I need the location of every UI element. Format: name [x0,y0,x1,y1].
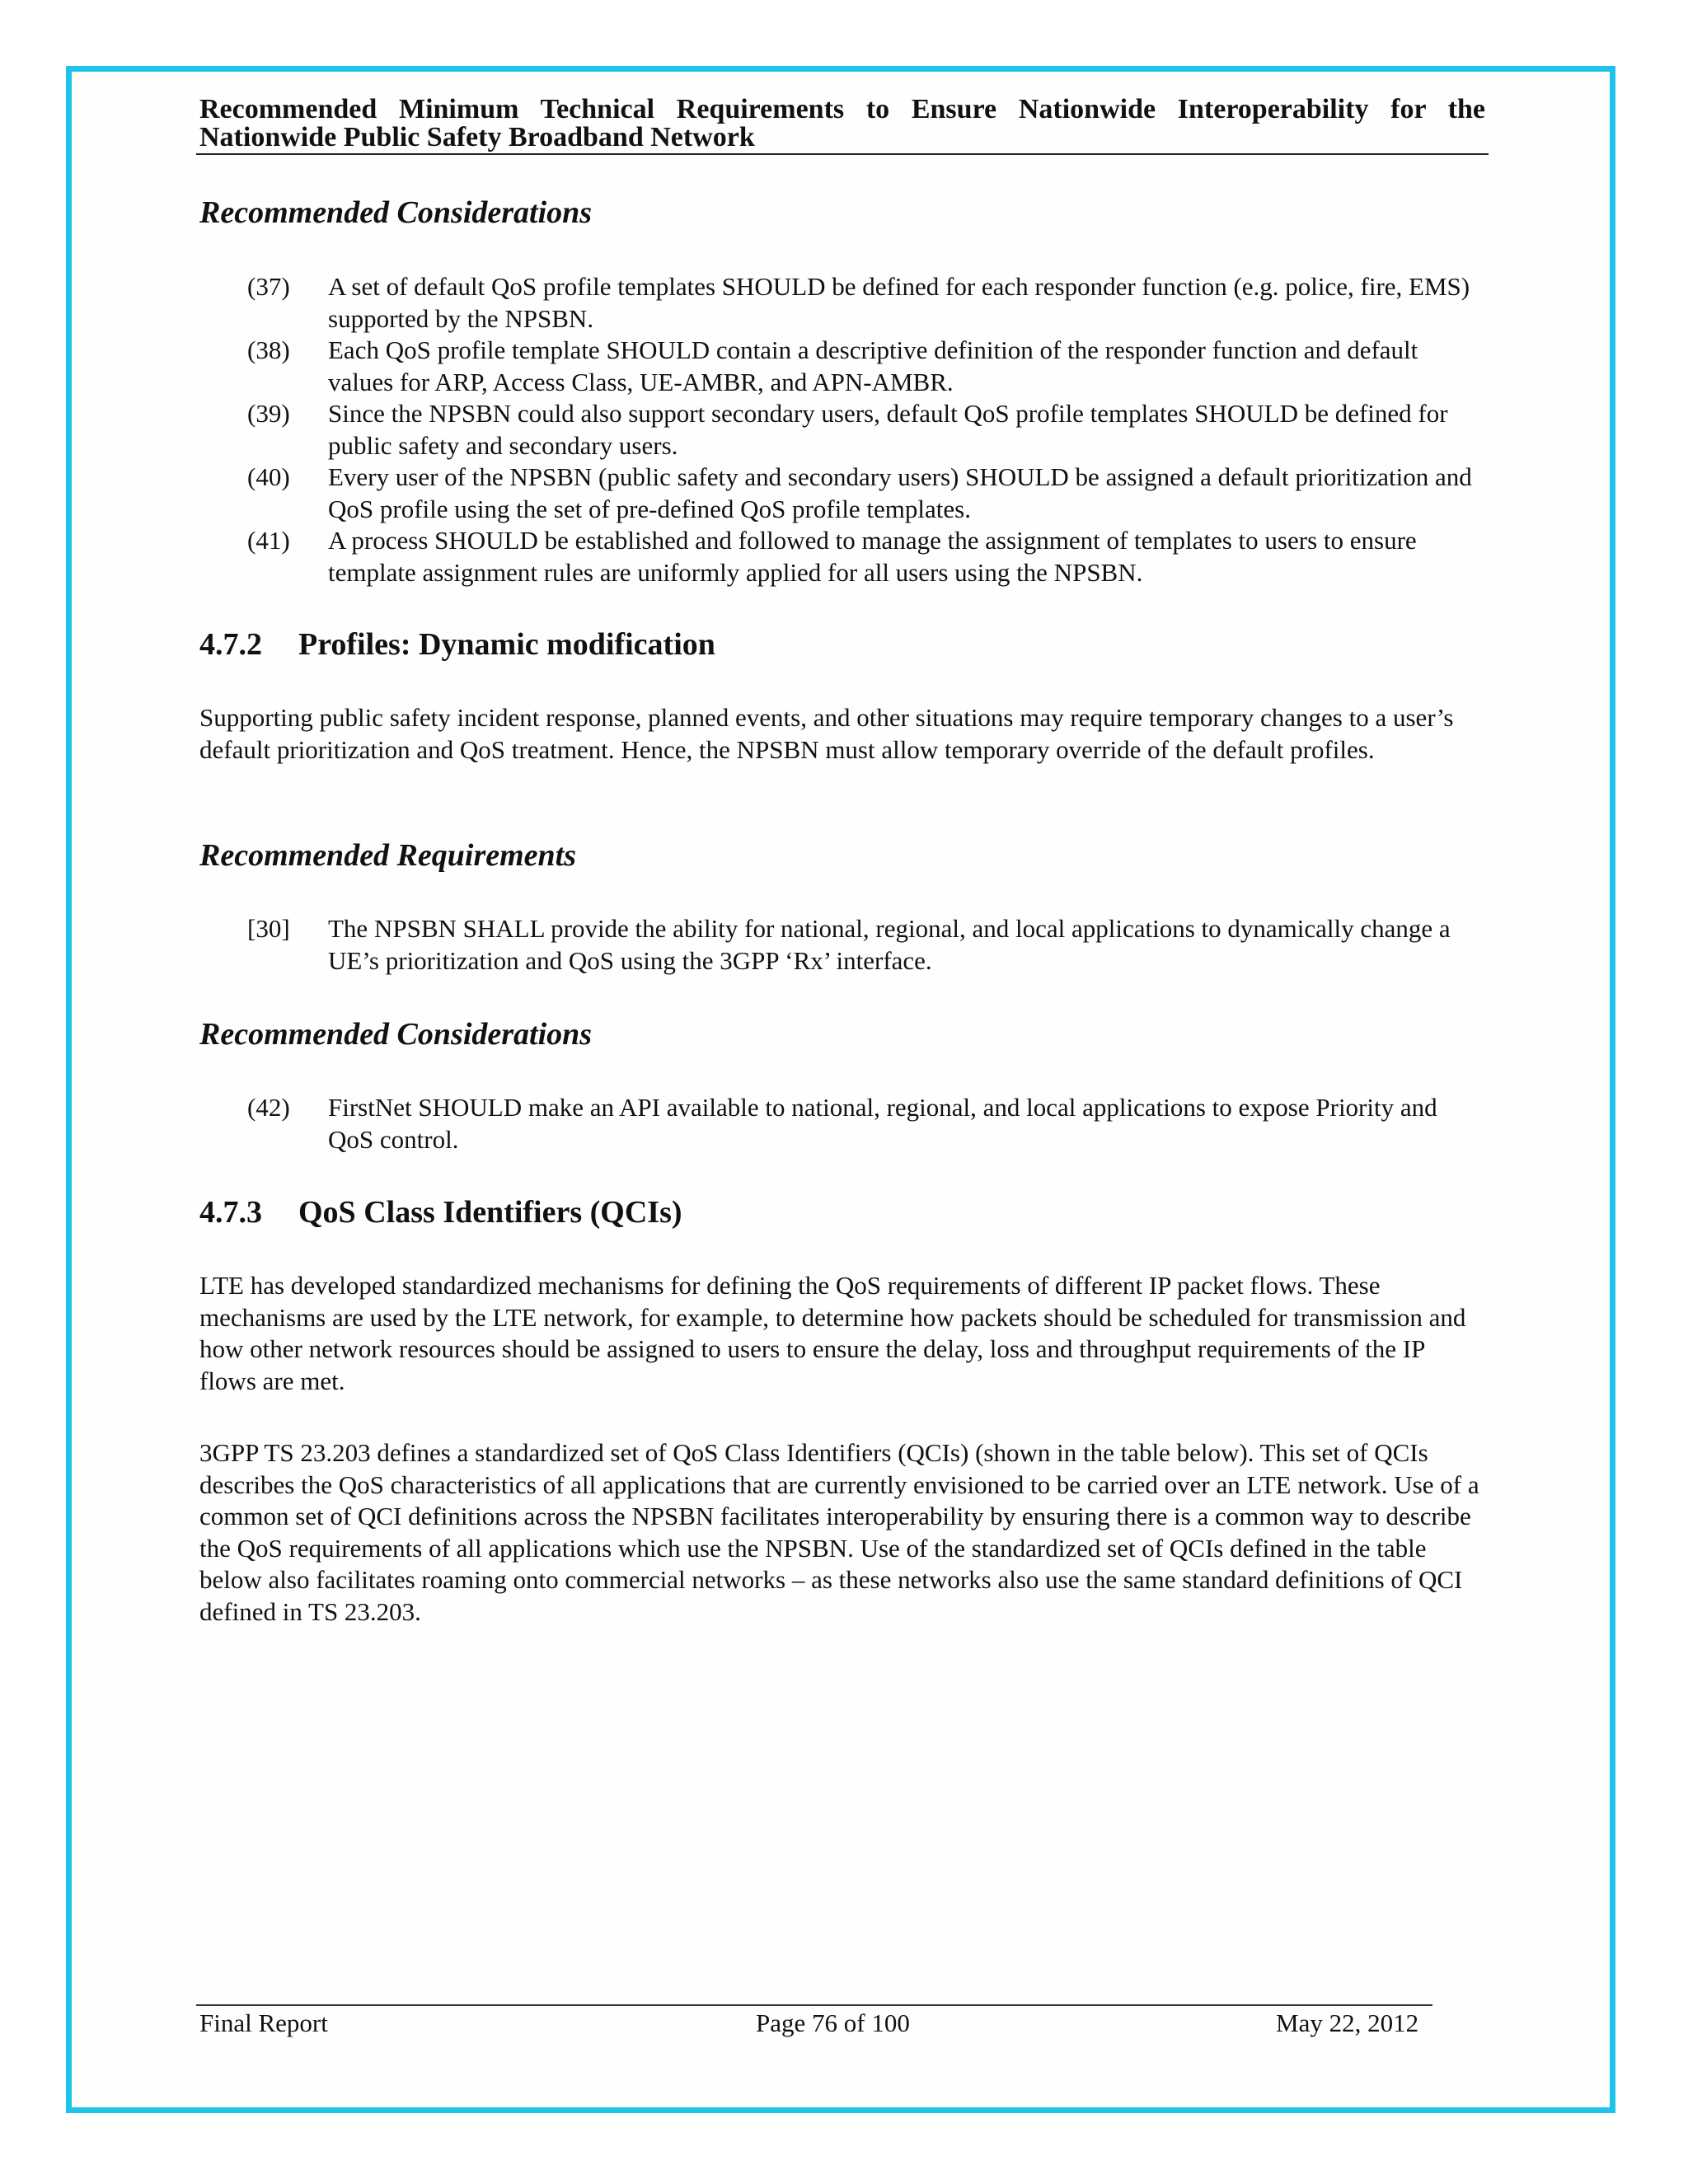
list-item [199,271,1485,335]
list-item [199,462,1485,525]
item-number: (37) [247,272,290,301]
item-text: Each QoS profile template SHOULD contain a descriptive definition of the responder function and default values for ARP, Access Class, UE-AMBR, and APN-AMBR. [328,335,1418,396]
considerations-heading-2: Recommended Considerations [199,1017,593,1052]
item-text: A process SHOULD be established and followed to manage the assignment of templates to users to ensure template assignment rules are uniformly applied for all users using the NPSBN. [328,526,1417,587]
document-header-title: Recommended Minimum Technical Requirements to Ensure Nationwide Interoperability for the Nationwide Public Safety Broadband Network [199,94,1485,152]
section-title: Profiles: Dynamic modification [298,627,715,662]
section-4-7-3-paragraph-1: LTE has developed standardized mechanisms for defining the QoS requirements of different IP packet flows. These mechanisms are used by the LTE network, for example, to determine how packets should be scheduled for transmission and how other network resources should be assigned to users to ensure the delay, loss and throughput requirements of the IP flows are met. [199,1271,1466,1395]
footer-page-number: Page 76 of 100 [756,2008,910,2037]
section-4-7-3-paragraph-2: 3GPP TS 23.203 defines a standardized set of QoS Class Identifiers (QCIs) (shown in the table below). This set of QCIs describes the QoS characteristics of all applications that are currently envisioned to be carried over an LTE network. Use of a common set of QCI definitions across the NPSBN facilitates interoperability by ensuring there is a common way to describe the QoS requirements of all applications which use the NPSBN. Use of the standardized set of QCIs defined in the table below also facilitates roaming onto commercial networks – as these networks also use the same standard definitions of QCI defined in TS 23.203. [199,1438,1479,1626]
list-item [199,913,1485,977]
item-text: Since the NPSBN could also support secondary users, default QoS profile templates SHOULD be defined for public safety and secondary users. [328,399,1448,460]
footer-left: Final Report [199,2008,328,2037]
section-heading-4-7-2 [199,626,715,663]
item-number: (41) [247,526,290,555]
list-item [199,398,1485,462]
item-number: (42) [247,1093,290,1122]
item-text: A set of default QoS profile templates SHOULD be defined for each responder function (e.g. police, fire, EMS) supported by the NPSBN. [328,272,1470,333]
considerations-list-2 [199,1092,1485,1155]
list-item [199,335,1485,398]
section-heading-4-7-3 [199,1194,682,1230]
requirements-list [199,913,1485,977]
item-number: (39) [247,399,290,428]
footer-divider [196,2004,1432,2006]
considerations-list-1 [199,271,1485,588]
section-number: 4.7.2 [199,627,262,662]
section-number: 4.7.3 [199,1195,262,1230]
item-text: Every user of the NPSBN (public safety and secondary users) SHOULD be assigned a default prioritization and QoS profile using the set of pre-defined QoS profile templates. [328,462,1472,523]
item-text: The NPSBN SHALL provide the ability for national, regional, and local applications to dynamically change a UE’s prioritization and QoS using the 3GPP ‘Rx’ interface. [328,914,1451,975]
section-title: QoS Class Identifiers (QCIs) [298,1195,682,1230]
item-number: (40) [247,462,290,491]
requirements-heading: Recommended Requirements [199,838,577,873]
item-number: (38) [247,335,290,364]
list-item [199,525,1485,588]
considerations-heading-1: Recommended Considerations [199,195,593,230]
item-number: [30] [247,914,290,943]
item-text: FirstNet SHOULD make an API available to national, regional, and local applications to expose Priority and QoS control. [328,1093,1437,1154]
header-divider [196,153,1489,155]
section-4-7-2-paragraph: Supporting public safety incident response, planned events, and other situations may require temporary changes to a user’s default prioritization and QoS treatment. Hence, the NPSBN must allow temporary override of the default profiles. [199,703,1454,764]
footer-date: May 22, 2012 [1276,2008,1419,2037]
list-item [199,1092,1485,1155]
